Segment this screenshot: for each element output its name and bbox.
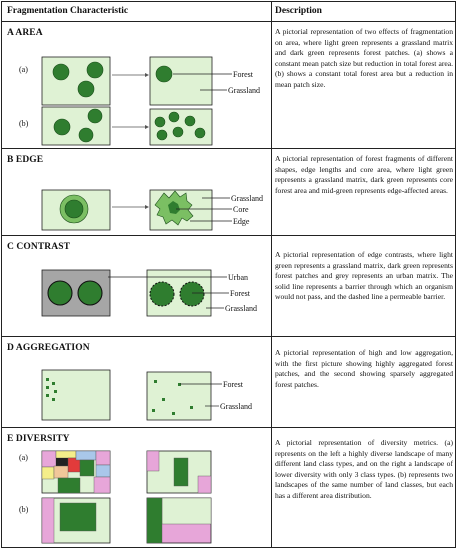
forest-patch [173,127,183,137]
description-diversity: A pictorial representation of diversity metrics. (a) represents on the left a highly diverse landscape of many different land class types, and on the right a landscape of lower diversity with only 3 class types. (b) represents two landscapes of the same number of land classes, but each has a different area distribution. [275,438,453,500]
land-class-patch [198,476,211,493]
forest-patch [172,412,175,415]
land-class-patch [58,478,80,493]
label-edge: Edge [233,217,250,226]
forest-patch [154,380,157,383]
forest-patch [88,109,102,123]
arrow-head [145,125,149,129]
description-contrast: A pictorial representation of edge contrasts, where light green represents a grassland matrix, dark green represents forest patches and grey represents an urban matrix. The solid line represents a barrier through which an organism would not pass, and the dashed line a permeable barrier. [275,250,453,301]
land-class-patch [147,498,162,543]
land-class-patch [42,467,54,479]
forest-patch [46,386,49,389]
label-urban: Urban [228,273,248,282]
forest-patch [52,398,55,401]
forest-patch [48,281,72,305]
land-class-patch [80,460,94,476]
label-forest: Forest [230,289,250,298]
forest-patch [169,112,179,122]
land-class-patch [174,458,188,486]
forest-patch [155,117,165,127]
land-class-patch [56,451,76,458]
forest-patch [79,128,93,142]
section-title-edge: B EDGE [7,155,44,165]
description-area: A pictorial representation of two effects of fragmentation on area, where light green represents a grassland matrix and dark green represents forest patches. (a) shows a constant mean patch size but reduction in total forest area. (b) shows a constant total forest area but a reduction in mean patch size. [275,27,453,89]
description-aggregation: A pictorial representation of high and low aggregation, with the first picture showing highly aggregated forest patches, and the second showing sparsely aggregated forest patches. [275,348,453,389]
diversity-figure [19,451,211,543]
contrast-figure [42,270,257,316]
label-grassland: Grassland [231,194,263,203]
land-class-patch [54,466,68,478]
land-class-patch [162,498,211,524]
label-forest: Forest [223,380,243,389]
land-class-patch [96,465,110,477]
description-edge: A pictorial representation of forest fragments of different shapes, edge lengths and core area, where light green represents a grassland matrix, dark green represents core forest area and mid-green represents edge-affected areas. [275,154,453,195]
edge-figure [42,190,263,230]
section-title-area: A AREA [7,28,43,38]
aggregation-figure [42,370,252,420]
label-a: (a) [19,65,28,74]
forest-patch [152,409,155,412]
forest-patch [52,382,55,385]
forest-patch [53,64,69,80]
arrow-head [145,73,149,77]
forest-patch [150,282,174,306]
forest-patch [178,383,181,386]
land-class-patch [42,498,54,543]
forest-patch [156,66,172,82]
area-figure [19,57,260,145]
forest-patch [54,390,57,393]
forest-patch [87,62,103,78]
label-a: (a) [19,453,28,462]
forest-patch [162,398,165,401]
section-title-contrast: C CONTRAST [7,242,71,252]
forest-patch [46,394,49,397]
forest-patch [46,378,49,381]
land-class-patch [147,451,159,471]
forest-patch [180,282,204,306]
column-header-characteristic: Fragmentation Characteristic [7,6,129,16]
land-class-patch [56,458,68,466]
forest-patch [157,130,167,140]
forest-patch [78,81,94,97]
label-b: (b) [19,119,29,128]
column-divider [271,2,272,547]
grassland-matrix [42,370,110,420]
label-grassland: Grassland [228,86,260,95]
label-core: Core [233,205,249,214]
label-forest: Forest [233,70,253,79]
arrow-head [145,205,149,209]
forest-patch [185,116,195,126]
land-class-patch [96,451,110,465]
grassland-matrix [150,57,212,105]
grassland-matrix [147,372,211,420]
land-class-patch [94,477,110,493]
section-title-diversity: E DIVERSITY [7,434,70,444]
forest-patch [78,281,102,305]
forest-patch [190,406,193,409]
figures-canvas [2,2,271,547]
land-class-patch [76,451,96,460]
land-class-patch [60,503,96,531]
section-title-aggregation: D AGGREGATION [7,343,90,353]
forest-patch [195,128,205,138]
label-grassland: Grassland [220,402,252,411]
column-header-description: Description [275,6,322,16]
land-class-patch [42,451,56,467]
label-grassland: Grassland [225,304,257,313]
forest-patch [54,119,70,135]
fragmentation-table [1,1,456,548]
core-area [65,200,83,218]
label-b: (b) [19,505,29,514]
